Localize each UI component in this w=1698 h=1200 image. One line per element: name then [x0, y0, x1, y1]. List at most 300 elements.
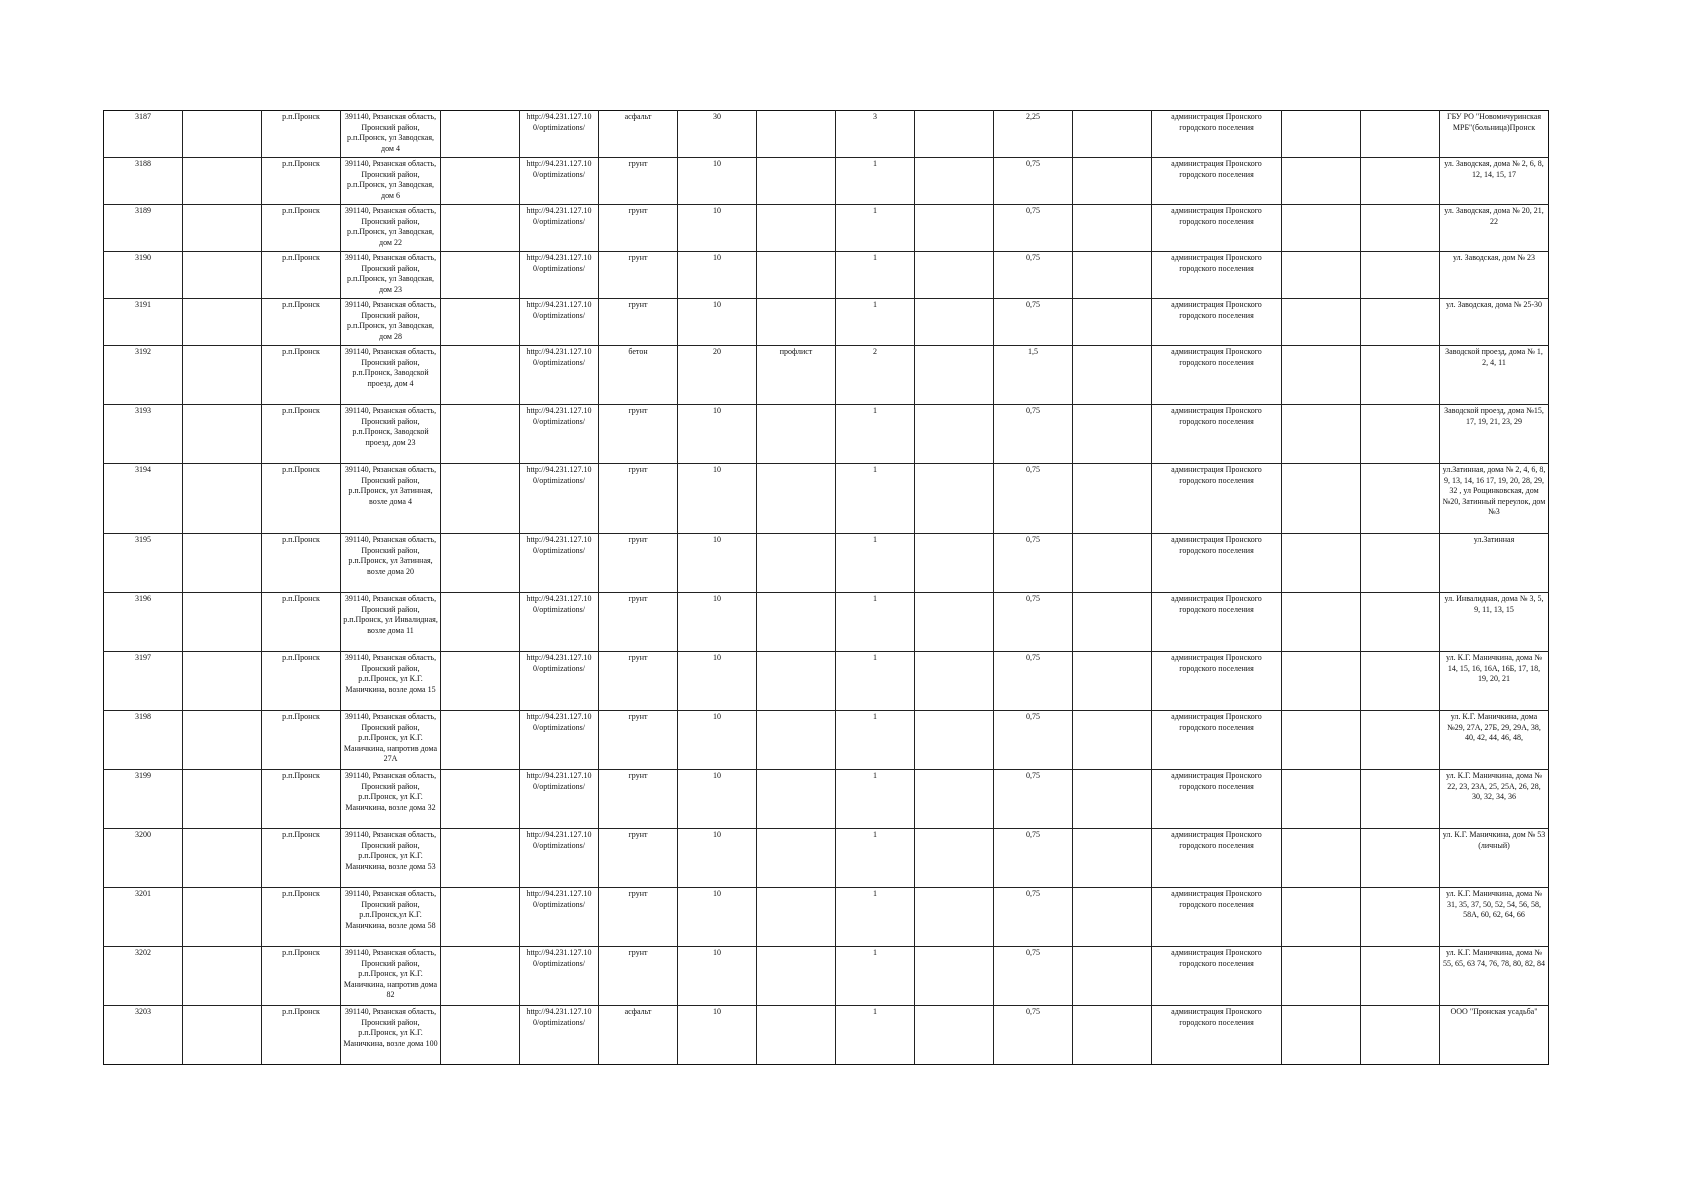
cell-empty-3 — [915, 299, 994, 346]
cell-empty-2 — [441, 711, 520, 770]
cell-address: 391140, Рязанская область, Пронский район, р.п.Пронск, ул Заводская, дом 22 — [341, 205, 441, 252]
cell-sources: ул. К.Г. Маничкина, дома № 55, 65, 63 74, 76, 78, 80, 82, 84 — [1440, 947, 1549, 1006]
cell-locality: р.п.Пронск — [262, 464, 341, 534]
cell-containers-count: 1 — [836, 534, 915, 593]
cell-empty-6 — [1361, 711, 1440, 770]
cell-url: http://94.231.127.10 0/optimizations/ — [520, 829, 599, 888]
cell-empty-1 — [183, 947, 262, 1006]
cell-locality: р.п.Пронск — [262, 652, 341, 711]
cell-containers-count: 1 — [836, 947, 915, 1006]
cell-number: 3192 — [104, 346, 183, 405]
cell-locality: р.п.Пронск — [262, 252, 341, 299]
cell-empty-4 — [1073, 534, 1152, 593]
cell-containers-count: 1 — [836, 711, 915, 770]
cell-empty-5 — [1282, 346, 1361, 405]
cell-containers-count: 1 — [836, 829, 915, 888]
table-row — [104, 829, 1549, 888]
cell-surface: грунт — [599, 947, 678, 1006]
cell-empty-2 — [441, 464, 520, 534]
cell-address: 391140, Рязанская область, Пронский район, р.п.Пронск, ул К.Г. Маничкина, напротив дома 82 — [341, 947, 441, 1006]
cell-containers-count: 1 — [836, 593, 915, 652]
cell-containers-count: 1 — [836, 205, 915, 252]
cell-sources: ул.Затинная, дома № 2, 4, 6, 8, 9, 13, 14, 16 17, 19, 20, 28, 29, 32 , ул Рощинковская, дом №20, Затинный переулок, дом №3 — [1440, 464, 1549, 534]
cell-number: 3199 — [104, 770, 183, 829]
cell-volume: 0,75 — [994, 299, 1073, 346]
cell-locality: р.п.Пронск — [262, 593, 341, 652]
table-row — [104, 464, 1549, 534]
cell-number: 3190 — [104, 252, 183, 299]
cell-owner: администрация Пронского городского поселения — [1152, 205, 1282, 252]
cell-surface: грунт — [599, 829, 678, 888]
cell-surface: грунт — [599, 888, 678, 947]
cell-url: http://94.231.127.10 0/optimizations/ — [520, 652, 599, 711]
table-row — [104, 111, 1549, 158]
cell-number: 3198 — [104, 711, 183, 770]
cell-empty-1 — [183, 111, 262, 158]
cell-volume: 2,25 — [994, 111, 1073, 158]
cell-empty-2 — [441, 346, 520, 405]
cell-volume: 0,75 — [994, 711, 1073, 770]
cell-area: 10 — [678, 252, 757, 299]
cell-address: 391140, Рязанская область, Пронский район, р.п.Пронск, ул Заводская, дом 28 — [341, 299, 441, 346]
cell-owner: администрация Пронского городского поселения — [1152, 252, 1282, 299]
table-row — [104, 652, 1549, 711]
cell-empty-2 — [441, 252, 520, 299]
cell-empty-1 — [183, 346, 262, 405]
cell-owner: администрация Пронского городского поселения — [1152, 111, 1282, 158]
cell-empty-3 — [915, 593, 994, 652]
cell-empty-3 — [915, 947, 994, 1006]
cell-fence — [757, 652, 836, 711]
cell-address: 391140, Рязанская область, Пронский район, р.п.Пронск, ул Затинная, возле дома 4 — [341, 464, 441, 534]
cell-locality: р.п.Пронск — [262, 947, 341, 1006]
cell-address: 391140, Рязанская область, Пронский район, р.п.Пронск, ул К.Г. Маничкина, возле дома 15 — [341, 652, 441, 711]
table-row — [104, 158, 1549, 205]
cell-url: http://94.231.127.10 0/optimizations/ — [520, 405, 599, 464]
cell-empty-1 — [183, 405, 262, 464]
cell-number: 3197 — [104, 652, 183, 711]
cell-empty-2 — [441, 205, 520, 252]
cell-volume: 0,75 — [994, 947, 1073, 1006]
cell-volume: 0,75 — [994, 252, 1073, 299]
cell-empty-2 — [441, 299, 520, 346]
cell-empty-1 — [183, 770, 262, 829]
cell-url: http://94.231.127.10 0/optimizations/ — [520, 770, 599, 829]
cell-empty-5 — [1282, 252, 1361, 299]
cell-number: 3193 — [104, 405, 183, 464]
cell-sources: ул. К.Г. Маничкина, дом № 53 (личный) — [1440, 829, 1549, 888]
cell-sources: ул. К.Г. Маничкина, дома № 22, 23, 23А, 25, 25А, 26, 28, 30, 32, 34, 36 — [1440, 770, 1549, 829]
cell-address: 391140, Рязанская область, Пронский район, р.п.Пронск, ул Инвалидная, возле дома 11 — [341, 593, 441, 652]
table-row — [104, 1006, 1549, 1065]
cell-url: http://94.231.127.10 0/optimizations/ — [520, 205, 599, 252]
cell-volume: 0,75 — [994, 888, 1073, 947]
cell-empty-3 — [915, 111, 994, 158]
cell-surface: грунт — [599, 534, 678, 593]
cell-containers-count: 1 — [836, 888, 915, 947]
cell-surface: грунт — [599, 593, 678, 652]
cell-empty-5 — [1282, 1006, 1361, 1065]
cell-locality: р.п.Пронск — [262, 1006, 341, 1065]
cell-locality: р.п.Пронск — [262, 111, 341, 158]
cell-owner: администрация Пронского городского поселения — [1152, 770, 1282, 829]
cell-area: 10 — [678, 593, 757, 652]
cell-url: http://94.231.127.10 0/optimizations/ — [520, 158, 599, 205]
cell-locality: р.п.Пронск — [262, 829, 341, 888]
cell-empty-4 — [1073, 711, 1152, 770]
cell-number: 3196 — [104, 593, 183, 652]
cell-number: 3200 — [104, 829, 183, 888]
cell-number: 3188 — [104, 158, 183, 205]
cell-surface: грунт — [599, 770, 678, 829]
cell-empty-5 — [1282, 534, 1361, 593]
cell-empty-5 — [1282, 652, 1361, 711]
cell-area: 10 — [678, 829, 757, 888]
cell-sources: ул.Затинная — [1440, 534, 1549, 593]
cell-locality: р.п.Пронск — [262, 711, 341, 770]
cell-empty-4 — [1073, 829, 1152, 888]
cell-empty-1 — [183, 158, 262, 205]
cell-area: 10 — [678, 711, 757, 770]
table-row — [104, 205, 1549, 252]
cell-owner: администрация Пронского городского поселения — [1152, 346, 1282, 405]
cell-fence — [757, 405, 836, 464]
cell-url: http://94.231.127.10 0/optimizations/ — [520, 346, 599, 405]
cell-sources: ул. Заводская, дома № 20, 21, 22 — [1440, 205, 1549, 252]
cell-empty-1 — [183, 711, 262, 770]
cell-empty-4 — [1073, 464, 1152, 534]
cell-url: http://94.231.127.10 0/optimizations/ — [520, 111, 599, 158]
cell-empty-4 — [1073, 405, 1152, 464]
cell-volume: 0,75 — [994, 1006, 1073, 1065]
cell-empty-3 — [915, 464, 994, 534]
cell-volume: 0,75 — [994, 534, 1073, 593]
cell-locality: р.п.Пронск — [262, 205, 341, 252]
cell-empty-1 — [183, 829, 262, 888]
cell-locality: р.п.Пронск — [262, 770, 341, 829]
cell-fence — [757, 299, 836, 346]
cell-containers-count: 2 — [836, 346, 915, 405]
cell-owner: администрация Пронского городского поселения — [1152, 534, 1282, 593]
cell-owner: администрация Пронского городского поселения — [1152, 711, 1282, 770]
table-row — [104, 888, 1549, 947]
cell-fence — [757, 593, 836, 652]
cell-containers-count: 1 — [836, 252, 915, 299]
cell-fence — [757, 534, 836, 593]
cell-url: http://94.231.127.10 0/optimizations/ — [520, 252, 599, 299]
cell-empty-3 — [915, 534, 994, 593]
cell-empty-1 — [183, 1006, 262, 1065]
cell-sources: ул. Заводская, дома № 2, 6, 8, 12, 14, 15, 17 — [1440, 158, 1549, 205]
cell-empty-1 — [183, 652, 262, 711]
cell-empty-3 — [915, 888, 994, 947]
cell-fence — [757, 158, 836, 205]
cell-fence — [757, 205, 836, 252]
cell-empty-4 — [1073, 593, 1152, 652]
cell-number: 3195 — [104, 534, 183, 593]
cell-empty-1 — [183, 593, 262, 652]
cell-owner: администрация Пронского городского поселения — [1152, 829, 1282, 888]
cell-empty-2 — [441, 405, 520, 464]
table-row — [104, 711, 1549, 770]
cell-containers-count: 1 — [836, 1006, 915, 1065]
cell-url: http://94.231.127.10 0/optimizations/ — [520, 593, 599, 652]
cell-empty-6 — [1361, 770, 1440, 829]
cell-volume: 0,75 — [994, 829, 1073, 888]
cell-empty-5 — [1282, 829, 1361, 888]
cell-fence — [757, 464, 836, 534]
cell-url: http://94.231.127.10 0/optimizations/ — [520, 1006, 599, 1065]
cell-empty-2 — [441, 1006, 520, 1065]
cell-url: http://94.231.127.10 0/optimizations/ — [520, 299, 599, 346]
cell-empty-6 — [1361, 593, 1440, 652]
cell-address: 391140, Рязанская область, Пронский район, р.п.Пронск, Заводской проезд, дом 4 — [341, 346, 441, 405]
cell-empty-5 — [1282, 888, 1361, 947]
cell-containers-count: 1 — [836, 464, 915, 534]
cell-fence — [757, 888, 836, 947]
cell-empty-4 — [1073, 252, 1152, 299]
cell-surface: грунт — [599, 205, 678, 252]
cell-empty-3 — [915, 252, 994, 299]
cell-empty-6 — [1361, 252, 1440, 299]
table-row — [104, 299, 1549, 346]
containers-register-table — [103, 110, 1549, 1065]
cell-fence — [757, 947, 836, 1006]
cell-surface: грунт — [599, 464, 678, 534]
cell-empty-6 — [1361, 405, 1440, 464]
cell-area: 10 — [678, 205, 757, 252]
cell-empty-2 — [441, 947, 520, 1006]
cell-locality: р.п.Пронск — [262, 299, 341, 346]
cell-area: 10 — [678, 405, 757, 464]
cell-area: 10 — [678, 464, 757, 534]
cell-empty-3 — [915, 652, 994, 711]
cell-owner: администрация Пронского городского поселения — [1152, 464, 1282, 534]
cell-empty-4 — [1073, 1006, 1152, 1065]
cell-empty-2 — [441, 652, 520, 711]
cell-empty-6 — [1361, 652, 1440, 711]
cell-number: 3191 — [104, 299, 183, 346]
cell-volume: 1,5 — [994, 346, 1073, 405]
cell-area: 10 — [678, 534, 757, 593]
cell-sources: Заводской проезд, дома №15, 17, 19, 21, 23, 29 — [1440, 405, 1549, 464]
cell-empty-4 — [1073, 888, 1152, 947]
cell-sources: Заводской проезд, дома № 1, 2, 4, 11 — [1440, 346, 1549, 405]
cell-empty-2 — [441, 158, 520, 205]
cell-number: 3194 — [104, 464, 183, 534]
cell-volume: 0,75 — [994, 405, 1073, 464]
cell-owner: администрация Пронского городского поселения — [1152, 888, 1282, 947]
cell-empty-3 — [915, 829, 994, 888]
cell-empty-4 — [1073, 652, 1152, 711]
cell-sources: ул. К.Г. Маничкина, дома №29, 27А, 27Б, 29, 29А, 38, 40, 42, 44, 46, 48, — [1440, 711, 1549, 770]
cell-area: 20 — [678, 346, 757, 405]
cell-volume: 0,75 — [994, 464, 1073, 534]
cell-containers-count: 1 — [836, 770, 915, 829]
cell-sources: ул. Заводская, дома № 25-30 — [1440, 299, 1549, 346]
cell-url: http://94.231.127.10 0/optimizations/ — [520, 711, 599, 770]
cell-owner: администрация Пронского городского поселения — [1152, 593, 1282, 652]
cell-url: http://94.231.127.10 0/optimizations/ — [520, 464, 599, 534]
table-row — [104, 534, 1549, 593]
cell-empty-2 — [441, 888, 520, 947]
cell-address: 391140, Рязанская область, Пронский район, р.п.Пронск, ул Заводская, дом 6 — [341, 158, 441, 205]
table-row — [104, 405, 1549, 464]
cell-surface: грунт — [599, 652, 678, 711]
cell-empty-4 — [1073, 158, 1152, 205]
cell-locality: р.п.Пронск — [262, 534, 341, 593]
cell-empty-5 — [1282, 711, 1361, 770]
cell-empty-2 — [441, 111, 520, 158]
cell-sources: ул. Заводская, дом № 23 — [1440, 252, 1549, 299]
cell-address: 391140, Рязанская область, Пронский район, р.п.Пронск, ул К.Г. Маничкина, возле дома 53 — [341, 829, 441, 888]
cell-area: 10 — [678, 158, 757, 205]
cell-address: 391140, Рязанская область, Пронский район, р.п.Пронск, ул К.Г. Маничкина, напротив дома 27А — [341, 711, 441, 770]
cell-number: 3201 — [104, 888, 183, 947]
cell-empty-5 — [1282, 593, 1361, 652]
cell-empty-6 — [1361, 205, 1440, 252]
cell-empty-6 — [1361, 947, 1440, 1006]
cell-area: 30 — [678, 111, 757, 158]
cell-containers-count: 1 — [836, 652, 915, 711]
cell-url: http://94.231.127.10 0/optimizations/ — [520, 888, 599, 947]
cell-empty-4 — [1073, 947, 1152, 1006]
cell-owner: администрация Пронского городского поселения — [1152, 1006, 1282, 1065]
cell-volume: 0,75 — [994, 652, 1073, 711]
cell-volume: 0,75 — [994, 158, 1073, 205]
cell-empty-4 — [1073, 111, 1152, 158]
cell-surface: грунт — [599, 299, 678, 346]
cell-surface: грунт — [599, 252, 678, 299]
cell-empty-5 — [1282, 111, 1361, 158]
cell-number: 3187 — [104, 111, 183, 158]
cell-empty-6 — [1361, 888, 1440, 947]
cell-url: http://94.231.127.10 0/optimizations/ — [520, 534, 599, 593]
cell-empty-5 — [1282, 947, 1361, 1006]
cell-locality: р.п.Пронск — [262, 346, 341, 405]
cell-empty-1 — [183, 252, 262, 299]
cell-area: 10 — [678, 947, 757, 1006]
cell-volume: 0,75 — [994, 205, 1073, 252]
cell-locality: р.п.Пронск — [262, 405, 341, 464]
cell-empty-3 — [915, 205, 994, 252]
cell-fence — [757, 111, 836, 158]
cell-address: 391140, Рязанская область, Пронский район, р.п.Пронск, ул Заводская, дом 4 — [341, 111, 441, 158]
cell-empty-2 — [441, 534, 520, 593]
cell-fence — [757, 711, 836, 770]
cell-area: 10 — [678, 770, 757, 829]
cell-url: http://94.231.127.10 0/optimizations/ — [520, 947, 599, 1006]
cell-empty-3 — [915, 1006, 994, 1065]
cell-surface: грунт — [599, 158, 678, 205]
cell-empty-6 — [1361, 158, 1440, 205]
cell-owner: администрация Пронского городского поселения — [1152, 947, 1282, 1006]
cell-empty-2 — [441, 770, 520, 829]
table-row — [104, 593, 1549, 652]
cell-sources: ГБУ РО "Новомичуринская МРБ"(больница)Пронск — [1440, 111, 1549, 158]
cell-empty-5 — [1282, 205, 1361, 252]
cell-empty-1 — [183, 299, 262, 346]
cell-containers-count: 1 — [836, 405, 915, 464]
cell-fence — [757, 1006, 836, 1065]
cell-empty-2 — [441, 593, 520, 652]
cell-empty-6 — [1361, 534, 1440, 593]
cell-locality: р.п.Пронск — [262, 888, 341, 947]
table-body — [104, 111, 1549, 1065]
table-row — [104, 947, 1549, 1006]
cell-empty-5 — [1282, 464, 1361, 534]
cell-sources: ул. К.Г. Маничкина, дома № 31, 35, 37, 50, 52, 54, 56, 58, 58А, 60, 62, 64, 66 — [1440, 888, 1549, 947]
cell-empty-6 — [1361, 829, 1440, 888]
cell-empty-6 — [1361, 1006, 1440, 1065]
cell-address: 391140, Рязанская область, Пронский район, р.п.Пронск, Заводской проезд, дом 23 — [341, 405, 441, 464]
cell-empty-5 — [1282, 405, 1361, 464]
cell-address: 391140, Рязанская область, Пронский район, р.п.Пронск,ул К.Г. Маничкина, возле дома 58 — [341, 888, 441, 947]
cell-containers-count: 1 — [836, 299, 915, 346]
cell-number: 3189 — [104, 205, 183, 252]
cell-owner: администрация Пронского городского поселения — [1152, 158, 1282, 205]
cell-empty-4 — [1073, 346, 1152, 405]
cell-address: 391140, Рязанская область, Пронский район, р.п.Пронск, ул Затинная, возле дома 20 — [341, 534, 441, 593]
cell-empty-6 — [1361, 111, 1440, 158]
cell-empty-4 — [1073, 299, 1152, 346]
cell-surface: грунт — [599, 405, 678, 464]
cell-empty-3 — [915, 405, 994, 464]
cell-surface: грунт — [599, 711, 678, 770]
cell-fence — [757, 252, 836, 299]
cell-locality: р.п.Пронск — [262, 158, 341, 205]
cell-containers-count: 3 — [836, 111, 915, 158]
cell-number: 3202 — [104, 947, 183, 1006]
cell-address: 391140, Рязанская область, Пронский район, р.п.Пронск, ул К.Г. Маничкина, возле дома 100 — [341, 1006, 441, 1065]
cell-address: 391140, Рязанская область, Пронский район, р.п.Пронск, ул К.Г. Маничкина, возле дома 32 — [341, 770, 441, 829]
cell-empty-5 — [1282, 770, 1361, 829]
cell-area: 10 — [678, 652, 757, 711]
cell-area: 10 — [678, 888, 757, 947]
cell-empty-6 — [1361, 464, 1440, 534]
cell-area: 10 — [678, 1006, 757, 1065]
cell-sources: ул. К.Г. Маничкина, дома № 14, 15, 16, 16А, 16Б, 17, 18, 19, 20, 21 — [1440, 652, 1549, 711]
cell-fence — [757, 770, 836, 829]
cell-empty-3 — [915, 346, 994, 405]
cell-fence — [757, 829, 836, 888]
cell-owner: администрация Пронского городского поселения — [1152, 299, 1282, 346]
cell-address: 391140, Рязанская область, Пронский район, р.п.Пронск, ул Заводская, дом 23 — [341, 252, 441, 299]
table-row — [104, 770, 1549, 829]
table-row — [104, 346, 1549, 405]
cell-sources: ООО "Пронская усадьба" — [1440, 1006, 1549, 1065]
cell-empty-3 — [915, 158, 994, 205]
cell-containers-count: 1 — [836, 158, 915, 205]
table-row — [104, 252, 1549, 299]
cell-empty-3 — [915, 711, 994, 770]
cell-surface: бетон — [599, 346, 678, 405]
cell-empty-1 — [183, 464, 262, 534]
cell-sources: ул. Инвалидная, дома № 3, 5, 9, 11, 13, 15 — [1440, 593, 1549, 652]
cell-empty-1 — [183, 534, 262, 593]
cell-owner: администрация Пронского городского поселения — [1152, 652, 1282, 711]
cell-empty-4 — [1073, 770, 1152, 829]
cell-empty-3 — [915, 770, 994, 829]
cell-empty-6 — [1361, 346, 1440, 405]
cell-owner: администрация Пронского городского поселения — [1152, 405, 1282, 464]
cell-volume: 0,75 — [994, 593, 1073, 652]
cell-empty-1 — [183, 888, 262, 947]
cell-empty-5 — [1282, 158, 1361, 205]
cell-fence: профлист — [757, 346, 836, 405]
cell-empty-5 — [1282, 299, 1361, 346]
cell-area: 10 — [678, 299, 757, 346]
